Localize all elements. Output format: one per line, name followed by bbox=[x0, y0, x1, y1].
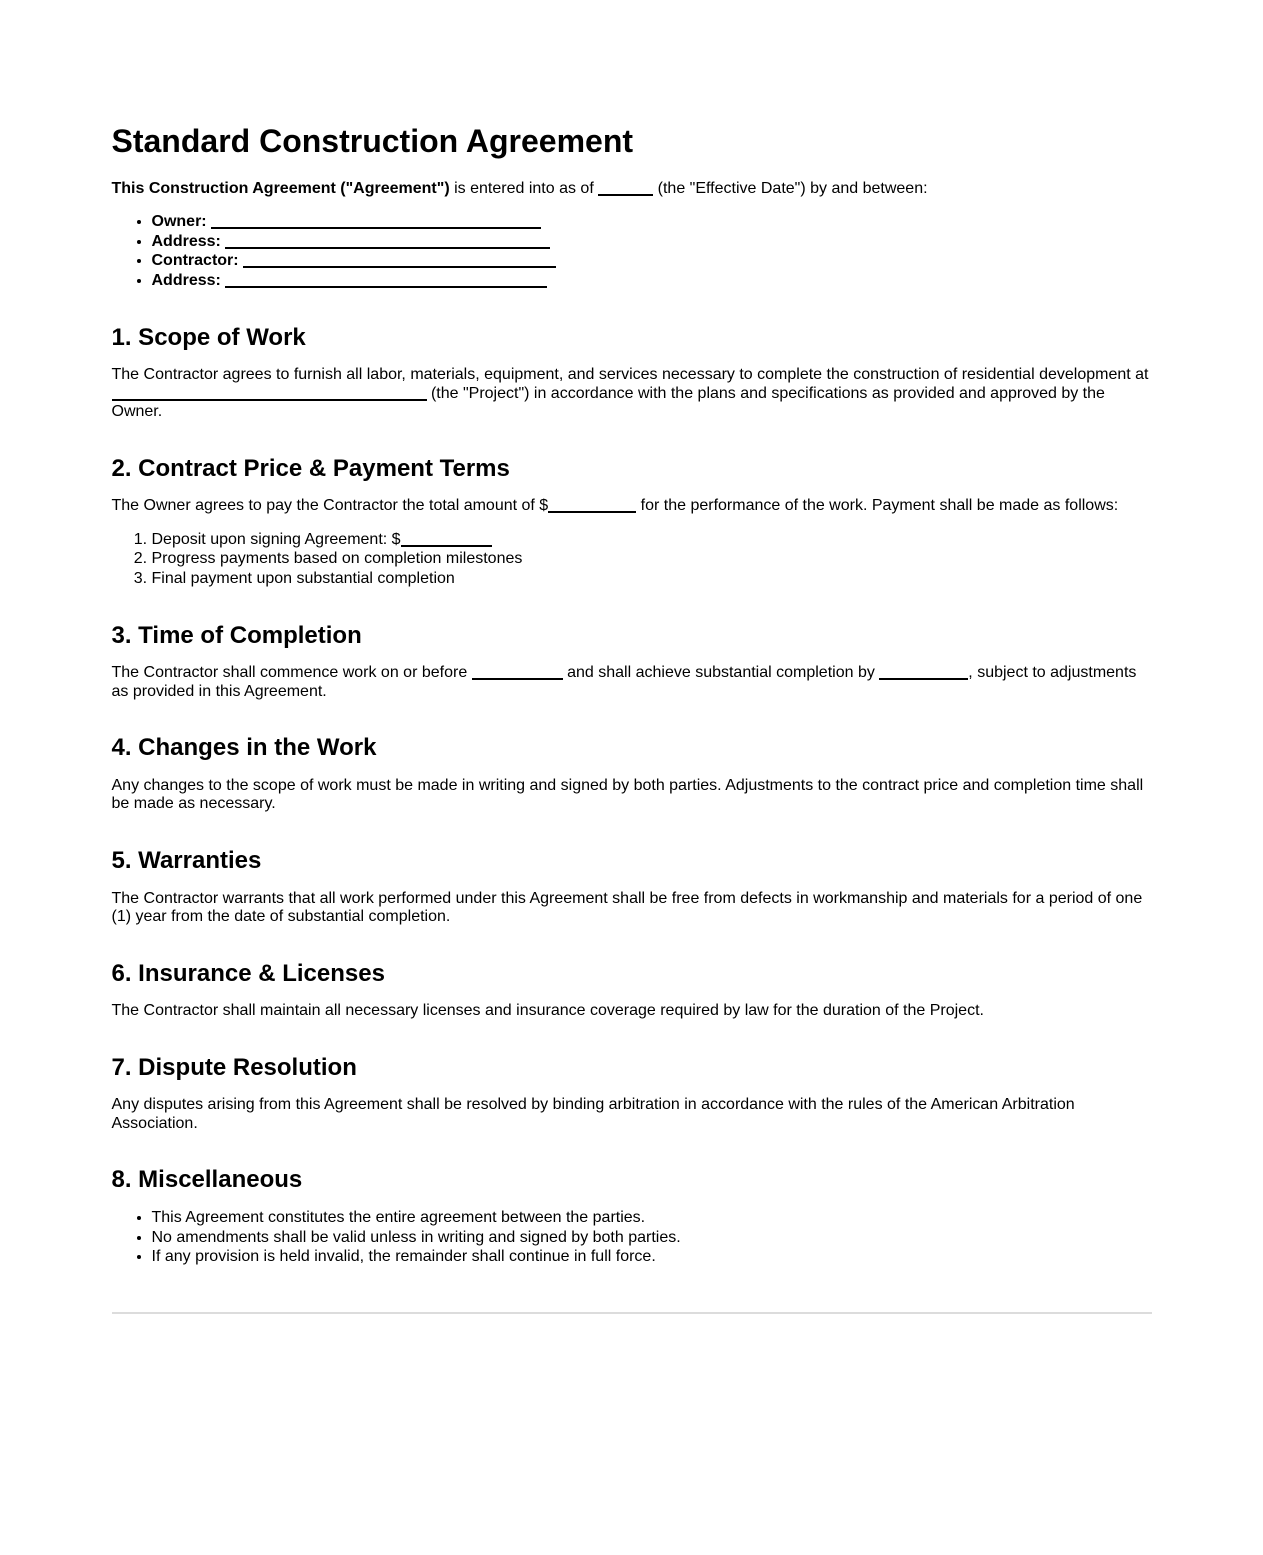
document-title: Standard Construction Agreement bbox=[111, 123, 634, 159]
list-item: 3. Final payment upon substantial completion bbox=[152, 570, 1152, 589]
bold-text: Contractor: bbox=[151, 252, 239, 270]
party-list-item bbox=[152, 252, 1152, 271]
section-heading-time-of-completion: 3. Time of Completion bbox=[111, 621, 362, 649]
section-body bbox=[112, 890, 1152, 927]
section-miscellaneous bbox=[112, 1166, 1152, 1266]
agreement-document bbox=[112, 0, 1152, 1555]
fill-in-blank bbox=[112, 385, 427, 401]
fill-in-blank bbox=[598, 180, 653, 196]
fill-in-blank bbox=[243, 252, 556, 268]
section-heading-dispute-resolution: 7. Dispute Resolution bbox=[111, 1053, 357, 1081]
section-body bbox=[112, 497, 1152, 588]
fill-in-blank bbox=[211, 213, 541, 229]
fill-in-blank bbox=[225, 272, 547, 288]
section-dispute-resolution bbox=[112, 1054, 1152, 1134]
fill-in-blank bbox=[548, 497, 636, 513]
parties-list bbox=[112, 213, 1152, 290]
paragraph: Any disputes arising from this Agreement shall be resolved by binding arbitration in accordance with the rules of the American Arbitration Association. bbox=[111, 1096, 1075, 1132]
section-scope-of-work bbox=[112, 324, 1152, 422]
paragraph: The Owner agrees to pay the Contractor the total amount of $ for the performance of the work. Payment shall be made as follows: bbox=[111, 497, 1119, 515]
section-heading-scope-of-work: 1. Scope of Work bbox=[111, 323, 306, 351]
section-heading-contract-price-payment-terms: 2. Contract Price & Payment Terms bbox=[111, 454, 510, 482]
section-heading-changes-in-the-work: 4. Changes in the Work bbox=[111, 734, 377, 762]
numbered-list bbox=[112, 531, 1152, 589]
list-item: 2. Progress payments based on completion milestones bbox=[152, 550, 1152, 569]
section-insurance-licenses bbox=[112, 960, 1152, 1021]
section-body bbox=[112, 1096, 1152, 1133]
party-list-item bbox=[152, 233, 1152, 252]
bold-text: Address: bbox=[151, 232, 221, 250]
section-heading-insurance-licenses: 6. Insurance & Licenses bbox=[111, 959, 385, 987]
paragraph: The Contractor warrants that all work performed under this Agreement shall be free from defects in workmanship and materials for a period of one (1) year from the date of substantial completion. bbox=[111, 889, 1143, 926]
section-body bbox=[112, 366, 1152, 422]
bold-text: This Construction Agreement ("Agreement") bbox=[111, 179, 450, 197]
paragraph: The Contractor shall maintain all necessary licenses and insurance coverage required by law for the duration of the Project. bbox=[111, 1002, 984, 1020]
section-body bbox=[112, 777, 1152, 814]
bold-text: Owner: bbox=[151, 213, 207, 231]
fill-in-blank bbox=[879, 664, 968, 680]
section-warranties bbox=[112, 847, 1152, 927]
section-heading-miscellaneous: 8. Miscellaneous bbox=[111, 1166, 303, 1194]
paragraph: The Contractor shall commence work on or before and shall achieve substantial completion by , subject to adjustments as provided in this Agreement. bbox=[111, 664, 1137, 700]
section-body bbox=[112, 1209, 1152, 1267]
list-item: 1. Deposit upon signing Agreement: $ bbox=[152, 531, 1152, 550]
fill-in-blank bbox=[472, 664, 563, 680]
section-body bbox=[112, 1002, 1152, 1021]
paragraph: Any changes to the scope of work must be made in writing and signed by both parties. Adjustments to the contract price and completion time shall be made as necessary. bbox=[111, 776, 1144, 813]
bottom-divider bbox=[112, 1312, 1152, 1314]
party-list-item bbox=[152, 213, 1152, 232]
paragraph: The Contractor agrees to furnish all labor, materials, equipment, and services necessary to complete the construction of residential development at (the "Project") in accordance with the plans and specifications as provided and approved by the Owner. bbox=[111, 366, 1149, 421]
fill-in-blank bbox=[401, 531, 492, 547]
bold-text: Address: bbox=[151, 271, 221, 289]
list-item: • If any provision is held invalid, the remainder shall continue in full force. bbox=[152, 1248, 1152, 1267]
party-list-item bbox=[152, 272, 1152, 291]
section-contract-price-payment-terms bbox=[112, 455, 1152, 589]
section-changes-in-the-work bbox=[112, 734, 1152, 814]
bullet-list bbox=[112, 1209, 1152, 1267]
section-body bbox=[112, 664, 1152, 701]
section-heading-warranties: 5. Warranties bbox=[111, 846, 262, 874]
sections-container bbox=[112, 324, 1152, 1267]
section-time-of-completion bbox=[112, 622, 1152, 702]
intro-paragraph: This Construction Agreement ("Agreement") is entered into as of (the "Effective Date") by and between: bbox=[111, 179, 928, 197]
fill-in-blank bbox=[225, 233, 550, 249]
list-item: • No amendments shall be valid unless in writing and signed by both parties. bbox=[152, 1229, 1152, 1248]
list-item: • This Agreement constitutes the entire agreement between the parties. bbox=[152, 1209, 1152, 1228]
